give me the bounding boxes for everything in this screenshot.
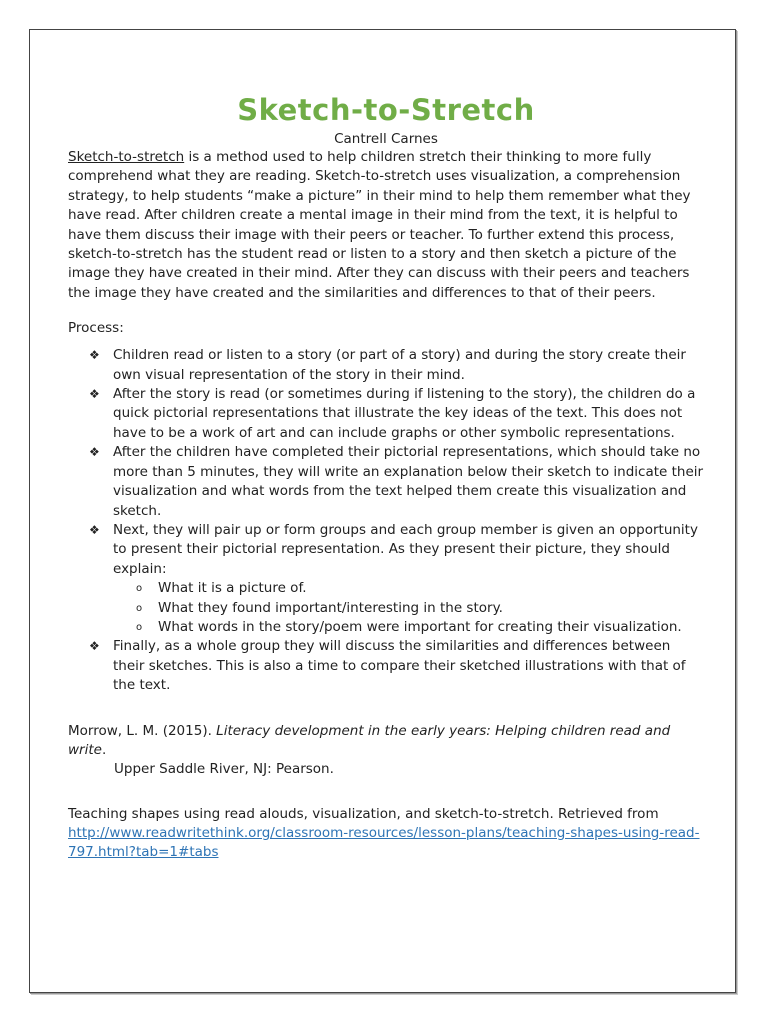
circle-bullet-icon: o xyxy=(136,583,143,595)
process-steps-list xyxy=(68,346,704,695)
list-item xyxy=(68,521,704,637)
sub-item-text: What they found important/interesting in the story. xyxy=(158,599,503,616)
intro-paragraph xyxy=(68,148,704,303)
sub-list-item xyxy=(113,599,704,618)
reference-link[interactable]: http://www.readwritethink.org/classroom-resources/lesson-plans/teaching-shapes-using-read-797.html?tab=1#tabs xyxy=(68,824,700,860)
document-body xyxy=(68,90,704,862)
sub-list-item xyxy=(113,579,704,598)
step-text: Next, they will pair up or form groups and each group member is given an opportunity to present their pictorial representation. As they present their picture, they should explain: xyxy=(113,521,698,577)
diamond-bullet-icon: ❖ xyxy=(89,522,100,537)
list-item xyxy=(68,637,704,695)
reference-morrow xyxy=(68,722,704,760)
reference-text: Teaching shapes using read alouds, visualization, and sketch-to-stretch. Retrieved from xyxy=(68,805,659,822)
step-text: After the story is read (or sometimes during if listening to the story), the children do a quick pictorial representations that illustrate the key ideas of the text. This does not have to be a work of art and can include graphs or other symbolic representations. xyxy=(113,386,696,441)
list-item xyxy=(68,346,704,385)
reference-readwritethink xyxy=(68,805,704,862)
document-author: Cantrell Carnes xyxy=(334,131,438,147)
step-text: After the children have completed their pictorial representations, which should take no more than 5 minutes, they will write an explanation below their sketch to indicate their visualization and what words from the text helped them create this visualization and sketch. xyxy=(113,444,704,519)
diamond-bullet-icon: ❖ xyxy=(89,348,100,363)
reference-title: Literacy development in the early years: Helping children read and write xyxy=(68,722,671,758)
sub-list-item xyxy=(113,618,704,637)
explain-sub-list xyxy=(113,579,704,637)
reference-publisher: Upper Saddle River, NJ: Pearson. xyxy=(114,760,334,777)
step-text: Finally, as a whole group they will discuss the similarities and differences between their sketches. This is also a time to compare their sketched illustrations with that of the text. xyxy=(113,638,686,694)
sub-item-text: What words in the story/poem were important for creating their visualization. xyxy=(158,618,682,635)
circle-bullet-icon: o xyxy=(136,602,143,614)
list-item xyxy=(68,385,704,443)
intro-term: Sketch-to-stretch xyxy=(68,149,185,165)
reference-author: Morrow, L. M. (2015). xyxy=(68,722,217,739)
document-page xyxy=(29,29,736,993)
process-label: Process: xyxy=(68,320,124,337)
diamond-bullet-icon: ❖ xyxy=(89,639,100,654)
circle-bullet-icon: o xyxy=(136,621,143,633)
diamond-bullet-icon: ❖ xyxy=(89,387,100,402)
list-item xyxy=(68,443,704,521)
step-text: Children read or listen to a story (or part of a story) and during the story create their own visual representation of the story in their mind. xyxy=(113,347,686,383)
reference-period: . xyxy=(101,741,107,758)
document-title: Sketch-to-Stretch xyxy=(237,93,535,127)
sub-item-text: What it is a picture of. xyxy=(158,580,307,597)
intro-text: is a method used to help children stretch their thinking to more fully comprehend what they are reading. Sketch-to-stretch uses visualization, a comprehension strategy, to help students “make a picture” in their mind to help them remember what they have read. After children create a mental image in their mind from the text, it is helpful to have them discuss their image with their peers or teacher. To further extend this process, sketch-to-stretch has the student read or listen to a story and then sketch a picture of the image they have created in their mind. After they can discuss with their peers and teachers the image they have created and the similarities and differences to that of their peers. xyxy=(68,149,691,301)
diamond-bullet-icon: ❖ xyxy=(89,445,100,460)
